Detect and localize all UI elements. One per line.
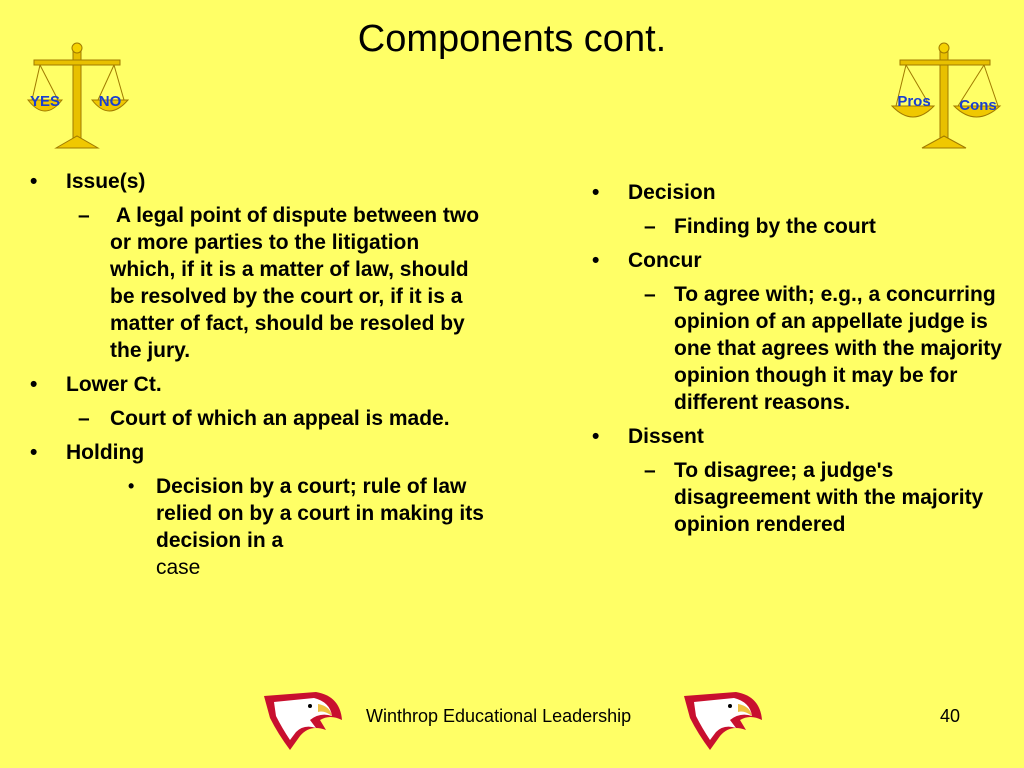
eagle-head-icon: [680, 690, 764, 752]
definition-decision: Finding by the court: [674, 215, 876, 238]
footer-text: Winthrop Educational Leadership: [366, 706, 632, 726]
dash-marker: –: [78, 407, 90, 430]
scale-left-yes-label: YES: [29, 93, 61, 110]
balance-scale-icon: [890, 40, 1002, 156]
definition-issue: A legal point of dispute between two or more parties to the litigation which, if it is a matter of law, should be resolved by the court or, if it is a matter of fact, should be resoled by the jury.: [110, 204, 485, 362]
term-concur: Concur: [628, 249, 702, 272]
term-lower-ct: Lower Ct.: [66, 373, 162, 396]
bullet-marker: •: [592, 249, 600, 272]
scale-right-pros-label: Pros: [897, 93, 931, 110]
definition-holding-tail: case: [156, 556, 201, 579]
scale-left-no-label: NO: [98, 93, 122, 110]
term-dissent: Dissent: [628, 425, 704, 448]
bullet-marker: •: [592, 425, 600, 448]
page-number: 40: [940, 706, 961, 726]
list-item: [30, 371, 490, 398]
list-item: [30, 439, 490, 466]
slide-title: Components cont.: [357, 18, 667, 60]
bullet-marker: •: [30, 373, 38, 396]
definition-holding: Decision by a court; rule of law relied on by a court in making its decision in a: [156, 475, 484, 552]
list-item: [30, 202, 490, 364]
dash-marker: –: [644, 283, 656, 306]
list-item: [592, 281, 1012, 416]
list-item: [592, 247, 1012, 274]
list-item: [592, 179, 1012, 206]
dash-marker: –: [78, 204, 90, 227]
scale-right-cons-label: Cons: [959, 97, 997, 114]
dash-marker: –: [644, 459, 656, 482]
balance-scale-icon: [26, 40, 130, 156]
term-holding: Holding: [66, 441, 145, 464]
term-issue: Issue(s): [66, 170, 146, 193]
definition-concur: To agree with; e.g., a concurring opinion of an appellate judge is one that agrees with the majority opinion though it may be for different reasons.: [674, 283, 1002, 414]
definition-dissent: To disagree; a judge's disagreement with the majority opinion rendered: [674, 459, 984, 536]
list-item: [30, 473, 490, 581]
list-item: [592, 213, 1012, 240]
bullet-marker: •: [592, 181, 600, 204]
left-column: [30, 168, 490, 588]
list-item: [30, 168, 490, 195]
bullet-marker: •: [30, 170, 38, 193]
term-decision: Decision: [628, 181, 716, 204]
list-item: [592, 457, 1012, 538]
definition-lower-ct: Court of which an appeal is made.: [110, 407, 450, 430]
dash-marker: –: [644, 215, 656, 238]
list-item: [592, 423, 1012, 450]
list-item: [30, 405, 490, 432]
right-column: [592, 179, 1012, 545]
bullet-marker: •: [30, 441, 38, 464]
bullet-marker: •: [128, 476, 135, 496]
eagle-head-icon: [260, 690, 344, 752]
